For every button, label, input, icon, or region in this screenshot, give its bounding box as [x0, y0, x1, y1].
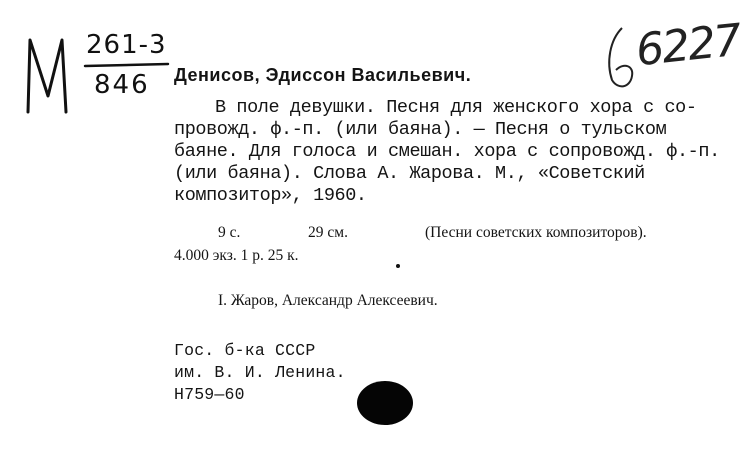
added-entry: I. Жаров, Александр Алексеевич. [218, 292, 438, 309]
ink-blot [357, 381, 413, 425]
description-line: баяне. Для голоса и смешан. хора с сопровожд. ф.-п. [174, 141, 720, 162]
author-heading: Денисов, Эдиссон Васильевич. [174, 65, 472, 85]
page-size: 29 см. [308, 224, 348, 241]
call-number-bottom: 846 [94, 70, 150, 100]
call-number-divider [85, 64, 168, 66]
call-number-top: 261-3 [86, 30, 167, 60]
description-line: В поле девушки. Песня для женского хора с со- [215, 97, 697, 118]
print-run: 4.000 экз. 1 р. 25 к. [174, 247, 299, 264]
pages-count: 9 с. [218, 224, 241, 241]
call-letter-m-stroke [28, 40, 66, 112]
library-subname: им. В. И. Ленина. [174, 363, 346, 382]
series-note: (Песни советских композиторов). [425, 224, 647, 241]
ink-dot [396, 264, 400, 268]
corner-note: 6227 [633, 14, 743, 77]
description-line: провожд. ф.-п. (или баяна). — Песня о тульском [174, 119, 667, 140]
library-code: Н759—60 [174, 385, 245, 404]
description-line: композитор», 1960. [174, 185, 367, 206]
library-name: Гос. б-ка СССР [174, 341, 316, 360]
description-line: (или баяна). Слова А. Жарова. М., «Советский [174, 163, 645, 184]
corner-note-scribble [609, 28, 632, 86]
